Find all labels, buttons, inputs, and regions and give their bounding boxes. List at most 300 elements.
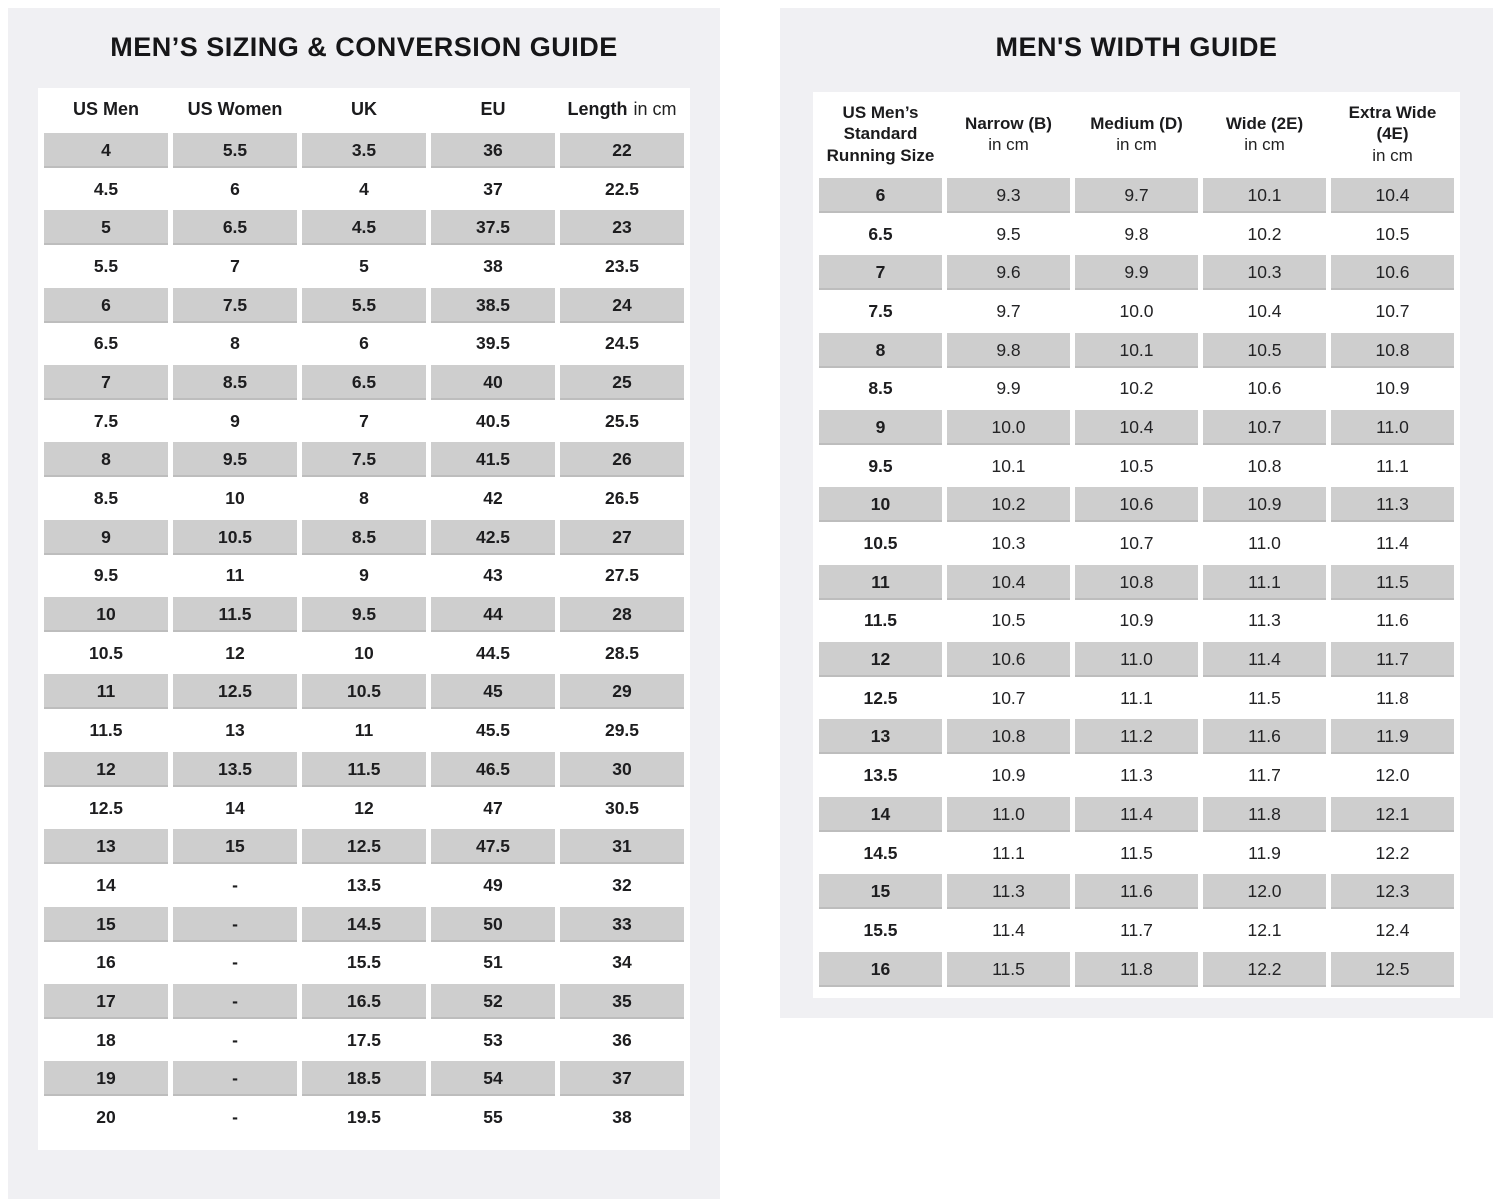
table-cell: 7.5 <box>93 410 119 431</box>
table-cell: 10.6 <box>1075 487 1198 522</box>
table-row <box>38 402 690 441</box>
table-cell: 12.5 <box>302 829 426 864</box>
table-row <box>38 324 690 363</box>
table-cell: 20 <box>96 1107 116 1128</box>
table-row <box>813 718 1460 757</box>
table-cell: 10.0 <box>1119 300 1154 321</box>
table-cell: 35 <box>560 984 684 1019</box>
table-cell: 11.8 <box>1376 687 1409 708</box>
column-header <box>1331 102 1454 166</box>
table-cell: 27.5 <box>604 565 640 586</box>
table-cell: 9.5 <box>996 223 1021 244</box>
table-cell: 12 <box>819 642 942 677</box>
table-cell: 9.5 <box>173 442 297 477</box>
table-row <box>813 795 1460 834</box>
column-header-label: Wide (2E) <box>1225 113 1304 133</box>
table-cell: 8 <box>230 333 240 354</box>
table-cell: 37.5 <box>431 210 555 245</box>
table-cell: 39.5 <box>475 333 511 354</box>
table-cell: 10.3 <box>991 533 1026 554</box>
table-cell: 10.5 <box>1375 223 1410 244</box>
table-cell: 7.5 <box>173 288 297 323</box>
table-cell: 5 <box>359 255 369 276</box>
table-cell: 11.7 <box>1248 765 1281 786</box>
table-cell: 10.4 <box>947 565 1070 600</box>
table-cell: 54 <box>431 1061 555 1096</box>
table-cell: 9.7 <box>996 300 1021 321</box>
table-cell: 10.1 <box>1203 178 1326 213</box>
table-row <box>38 943 690 982</box>
table-row <box>813 253 1460 292</box>
sizing-guide-title: MEN’S SIZING & CONVERSION GUIDE <box>110 32 618 62</box>
table-cell: 31 <box>560 829 684 864</box>
table-cell: 6 <box>819 178 942 213</box>
table-cell: 3.5 <box>302 133 426 168</box>
table-row <box>38 789 690 828</box>
table-cell: 12.4 <box>1375 919 1410 940</box>
table-cell: 11.9 <box>1248 842 1281 863</box>
table-cell: 10.8 <box>947 719 1070 754</box>
table-row <box>813 950 1460 989</box>
table-cell: 23.5 <box>604 255 640 276</box>
table-cell: 6.5 <box>93 333 119 354</box>
table-row <box>38 905 690 944</box>
table-row <box>813 834 1460 873</box>
table-cell: 40.5 <box>475 410 511 431</box>
table-cell: 51 <box>483 952 503 973</box>
column-header <box>302 98 426 121</box>
table-cell: 12.5 <box>863 687 898 708</box>
table-row <box>38 170 690 209</box>
column-header <box>1203 113 1326 156</box>
table-cell: 7.5 <box>302 442 426 477</box>
table-cell: 11.5 <box>1331 565 1454 600</box>
column-header <box>947 113 1070 156</box>
table-cell: - <box>232 874 238 895</box>
header-row <box>813 92 1460 176</box>
table-cell: 55 <box>483 1107 503 1128</box>
table-cell: 11.3 <box>1331 487 1454 522</box>
table-cell: - <box>173 1061 297 1096</box>
table-cell: 10.4 <box>1075 410 1198 445</box>
table-cell: 11.5 <box>89 720 123 741</box>
table-cell: 12.2 <box>1203 952 1326 987</box>
table-cell: 6.5 <box>302 365 426 400</box>
table-row <box>813 447 1460 486</box>
table-row <box>38 595 690 634</box>
table-cell: 16 <box>96 952 116 973</box>
table-cell: - <box>232 952 238 973</box>
table-cell: 11.5 <box>173 597 297 632</box>
table-cell: - <box>232 1107 238 1128</box>
column-header-label: Narrow (B) <box>965 113 1052 133</box>
width-guide-title: MEN'S WIDTH GUIDE <box>995 32 1278 62</box>
table-cell: 13 <box>44 829 168 864</box>
table-cell: 15 <box>819 874 942 909</box>
table-cell: 33 <box>560 907 684 942</box>
table-cell: 9 <box>230 410 240 431</box>
table-cell: 29.5 <box>604 720 640 741</box>
table-cell: 15.5 <box>346 952 382 973</box>
table-cell: 6 <box>44 288 168 323</box>
table-cell: 10.9 <box>991 765 1026 786</box>
table-cell: 44 <box>431 597 555 632</box>
table-row <box>813 872 1460 911</box>
table-cell: 7 <box>44 365 168 400</box>
table-row <box>38 286 690 325</box>
table-cell: 7 <box>359 410 369 431</box>
table-cell: 12.0 <box>1375 765 1410 786</box>
column-header-unit: in cm <box>1372 145 1413 165</box>
table-row <box>813 756 1460 795</box>
table-row <box>813 563 1460 602</box>
table-cell: 15 <box>173 829 297 864</box>
table-cell: 10.6 <box>1247 378 1282 399</box>
table-cell: 11.6 <box>1376 610 1409 631</box>
table-cell: - <box>232 1029 238 1050</box>
table-cell: 10 <box>44 597 168 632</box>
table-cell: 11.9 <box>1331 719 1454 754</box>
table-cell: 6.5 <box>173 210 297 245</box>
table-cell: 11.6 <box>1075 874 1198 909</box>
table-row <box>38 827 690 866</box>
table-row <box>38 557 690 596</box>
table-cell: 5.5 <box>302 288 426 323</box>
table-cell: 8.5 <box>302 520 426 555</box>
table-cell: 30.5 <box>604 797 640 818</box>
table-cell: 25 <box>560 365 684 400</box>
table-cell: 11.6 <box>1203 719 1326 754</box>
table-cell: 11.0 <box>947 797 1070 832</box>
table-cell: 9.5 <box>868 455 893 476</box>
table-row <box>813 331 1460 370</box>
column-header-label: Medium (D) <box>1090 113 1183 133</box>
table-cell: 10.2 <box>1247 223 1282 244</box>
table-cell: 37 <box>483 178 503 199</box>
table-cell: 8 <box>819 333 942 368</box>
table-row <box>38 634 690 673</box>
table-row <box>813 602 1460 641</box>
table-cell: 12.5 <box>88 797 124 818</box>
table-cell: 10 <box>819 487 942 522</box>
table-cell: 29 <box>560 674 684 709</box>
table-cell: 15 <box>44 907 168 942</box>
table-row <box>38 982 690 1021</box>
table-cell: 27 <box>560 520 684 555</box>
table-cell: 15.5 <box>863 919 898 940</box>
table-cell: 34 <box>612 952 632 973</box>
table-cell: 6 <box>359 333 369 354</box>
table-cell: 14 <box>96 874 116 895</box>
table-row <box>813 176 1460 215</box>
table-cell: 6 <box>230 178 240 199</box>
table-cell: 4.5 <box>302 210 426 245</box>
table-cell: 11 <box>44 674 168 709</box>
table-cell: 13.5 <box>346 874 382 895</box>
table-cell: 18 <box>96 1029 116 1050</box>
table-cell: 11.8 <box>1203 797 1326 832</box>
column-header-unit: in cm <box>1116 135 1157 154</box>
table-cell: 10.5 <box>173 520 297 555</box>
table-cell: 47.5 <box>431 829 555 864</box>
mens-width-table <box>813 92 1460 998</box>
table-row <box>38 673 690 712</box>
table-cell: 7 <box>230 255 240 276</box>
table-cell: 6.5 <box>868 223 893 244</box>
table-cell: 32 <box>612 874 632 895</box>
table-cell: 44.5 <box>475 642 511 663</box>
table-cell: 8.5 <box>868 378 893 399</box>
table-row <box>38 866 690 905</box>
table-cell: 11.5 <box>863 610 898 631</box>
table-cell: 12.1 <box>1247 919 1282 940</box>
table-cell: 11.0 <box>1248 533 1281 554</box>
table-cell: 10.7 <box>991 687 1026 708</box>
table-cell: 10.4 <box>1331 178 1454 213</box>
table-row <box>38 1060 690 1099</box>
table-cell: 10.5 <box>302 674 426 709</box>
table-cell: 10.7 <box>1203 410 1326 445</box>
table-cell: 12.5 <box>1331 952 1454 987</box>
table-cell: 10.9 <box>1375 378 1410 399</box>
table-cell: 11.4 <box>992 919 1025 940</box>
table-cell: 10.5 <box>1119 455 1154 476</box>
column-header <box>431 98 555 121</box>
table-cell: 49 <box>483 874 503 895</box>
table-cell: 9.6 <box>947 255 1070 290</box>
table-cell: 30 <box>560 752 684 787</box>
table-cell: 19.5 <box>346 1107 382 1128</box>
table-cell: 10 <box>354 642 374 663</box>
table-cell: 11.1 <box>1203 565 1326 600</box>
column-header-label: US Women <box>187 99 283 120</box>
table-cell: 13.5 <box>863 765 898 786</box>
table-cell: 12.2 <box>1375 842 1410 863</box>
table-cell: 28.5 <box>604 642 640 663</box>
column-header-unit: in cm <box>633 99 677 120</box>
table-row <box>813 640 1460 679</box>
column-header-label: US Men <box>72 99 139 120</box>
table-cell: 38 <box>612 1107 632 1128</box>
table-cell: 36 <box>431 133 555 168</box>
table-cell: 26 <box>560 442 684 477</box>
table-cell: 10.0 <box>947 410 1070 445</box>
table-cell: 10.5 <box>88 642 124 663</box>
mens-sizing-conversion-table <box>38 88 690 1150</box>
table-row <box>813 486 1460 525</box>
table-cell: 10.8 <box>1331 333 1454 368</box>
table-row <box>38 750 690 789</box>
table-cell: 38 <box>483 255 503 276</box>
table-row <box>813 679 1460 718</box>
table-cell: 9.9 <box>996 378 1021 399</box>
table-cell: 14 <box>819 797 942 832</box>
table-row <box>38 479 690 518</box>
table-row <box>38 131 690 170</box>
table-cell: 10 <box>225 488 245 509</box>
table-cell: 45.5 <box>475 720 511 741</box>
table-row <box>38 441 690 480</box>
table-cell: 7 <box>819 255 942 290</box>
table-cell: 10.4 <box>1247 300 1282 321</box>
column-header <box>560 98 684 121</box>
table-cell: 40 <box>431 365 555 400</box>
table-row <box>38 1021 690 1060</box>
table-cell: 24.5 <box>604 333 640 354</box>
column-header <box>819 102 942 166</box>
width-guide-card <box>780 8 1493 1018</box>
table-cell: 45 <box>431 674 555 709</box>
column-header <box>1075 113 1198 156</box>
table-cell: 10.6 <box>1331 255 1454 290</box>
table-cell: 23 <box>560 210 684 245</box>
table-cell: 24 <box>560 288 684 323</box>
table-cell: 10.7 <box>1119 533 1154 554</box>
table-cell: - <box>173 907 297 942</box>
column-header <box>173 98 297 121</box>
table-cell: 10.9 <box>1119 610 1154 631</box>
table-cell: 10.2 <box>1119 378 1154 399</box>
table-cell: 12.5 <box>173 674 297 709</box>
table-cell: 12 <box>225 642 245 663</box>
table-cell: 41.5 <box>431 442 555 477</box>
table-cell: 11.7 <box>1331 642 1454 677</box>
table-cell: 12 <box>44 752 168 787</box>
table-cell: 50 <box>431 907 555 942</box>
table-row <box>813 524 1460 563</box>
table-cell: 11 <box>225 565 245 586</box>
table-cell: 10.2 <box>947 487 1070 522</box>
table-cell: 8 <box>359 488 369 509</box>
table-row <box>38 518 690 557</box>
table-cell: 10.7 <box>1375 300 1410 321</box>
table-cell: 10.5 <box>863 533 898 554</box>
table-cell: 5 <box>44 210 168 245</box>
table-row <box>813 292 1460 331</box>
table-cell: 47 <box>483 797 503 818</box>
table-cell: 8.5 <box>173 365 297 400</box>
table-cell: 4 <box>44 133 168 168</box>
table-cell: 22 <box>560 133 684 168</box>
table-cell: 11.5 <box>302 752 426 787</box>
table-cell: 11.3 <box>1120 765 1153 786</box>
table-cell: 42 <box>483 488 503 509</box>
table-cell: 42.5 <box>431 520 555 555</box>
table-cell: 9.5 <box>302 597 426 632</box>
table-row <box>38 711 690 750</box>
table-cell: 4 <box>359 178 369 199</box>
table-cell: 19 <box>44 1061 168 1096</box>
table-cell: 37 <box>560 1061 684 1096</box>
table-cell: 11.1 <box>1120 687 1153 708</box>
table-cell: 14 <box>225 797 245 818</box>
table-cell: 9.8 <box>1124 223 1149 244</box>
table-cell: 11.1 <box>1376 455 1409 476</box>
table-cell: 10.3 <box>1203 255 1326 290</box>
table-row <box>813 369 1460 408</box>
table-cell: 11.2 <box>1075 719 1198 754</box>
table-cell: 11.5 <box>1248 687 1281 708</box>
table-cell: 17 <box>44 984 168 1019</box>
table-cell: 11.1 <box>992 842 1025 863</box>
table-cell: 10.8 <box>1075 565 1198 600</box>
table-row <box>38 208 690 247</box>
table-cell: 9.7 <box>1075 178 1198 213</box>
table-cell: 10.5 <box>991 610 1026 631</box>
table-cell: 11.7 <box>1120 919 1153 940</box>
table-cell: 5.5 <box>173 133 297 168</box>
table-cell: 8.5 <box>93 488 119 509</box>
table-cell: 13.5 <box>173 752 297 787</box>
table-cell: 26.5 <box>604 488 640 509</box>
table-row <box>813 215 1460 254</box>
column-header-label: EU <box>480 99 506 120</box>
column-header-label: UK <box>351 99 377 120</box>
table-cell: 11.0 <box>1075 642 1198 677</box>
table-cell: 10.1 <box>991 455 1026 476</box>
table-cell: 11.4 <box>1376 533 1409 554</box>
column-header-label: Length <box>567 99 628 120</box>
table-cell: 12 <box>354 797 374 818</box>
table-cell: 12.3 <box>1331 874 1454 909</box>
table-cell: 11.8 <box>1075 952 1198 987</box>
table-cell: 12.0 <box>1203 874 1326 909</box>
table-cell: 11.4 <box>1203 642 1326 677</box>
table-cell: 9.9 <box>1075 255 1198 290</box>
table-cell: 17.5 <box>346 1029 382 1050</box>
table-cell: 38.5 <box>431 288 555 323</box>
table-cell: 18.5 <box>302 1061 426 1096</box>
column-header-label: US Men’s Standard Running Size <box>826 103 935 165</box>
column-header <box>44 98 168 121</box>
table-row <box>38 247 690 286</box>
table-cell: 10.8 <box>1247 455 1282 476</box>
column-header-label: Extra Wide (4E) <box>1348 103 1437 144</box>
table-cell: 5.5 <box>93 255 119 276</box>
table-cell: 43 <box>483 565 503 586</box>
table-cell: 10.9 <box>1203 487 1326 522</box>
table-cell: 9.8 <box>947 333 1070 368</box>
table-cell: 11.0 <box>1331 410 1454 445</box>
table-row <box>813 911 1460 950</box>
table-cell: 14.5 <box>863 842 898 863</box>
table-cell: 10.6 <box>947 642 1070 677</box>
table-cell: 53 <box>483 1029 503 1050</box>
table-cell: 11.5 <box>947 952 1070 987</box>
table-row <box>813 408 1460 447</box>
table-cell: 11 <box>354 720 374 741</box>
table-cell: 4.5 <box>93 178 119 199</box>
table-cell: 11 <box>819 565 942 600</box>
table-cell: 36 <box>612 1029 632 1050</box>
table-cell: 13 <box>819 719 942 754</box>
table-cell: 11.4 <box>1075 797 1198 832</box>
table-cell: 8 <box>44 442 168 477</box>
table-cell: 10.5 <box>1203 333 1326 368</box>
table-cell: 11.5 <box>1120 842 1153 863</box>
table-cell: 16 <box>819 952 942 987</box>
table-row <box>38 363 690 402</box>
table-cell: 9 <box>359 565 369 586</box>
column-header-unit: in cm <box>988 135 1029 154</box>
table-cell: 10.1 <box>1075 333 1198 368</box>
table-cell: 11.3 <box>947 874 1070 909</box>
table-cell: 7.5 <box>868 300 893 321</box>
table-cell: - <box>173 984 297 1019</box>
table-cell: 11.3 <box>1248 610 1281 631</box>
table-cell: 9 <box>819 410 942 445</box>
table-cell: 16.5 <box>302 984 426 1019</box>
